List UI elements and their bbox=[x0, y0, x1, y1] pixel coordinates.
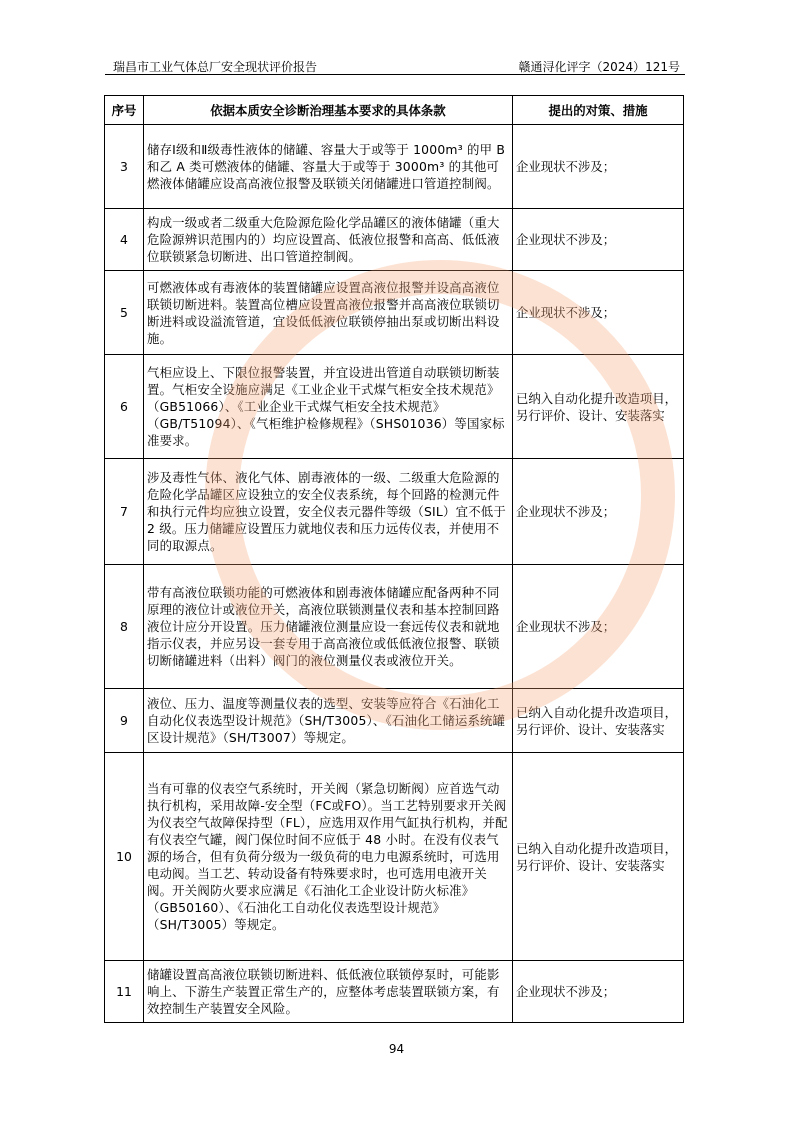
row-number: 5 bbox=[105, 271, 144, 355]
row-clause: 涉及毒性气体、液化气体、剧毒液体的一级、二级重大危险源的危险化学品罐区应设独立的安全仪表系统，每个回路的检测元件和执行元件均应独立设置，安全仪表元器件等级（SIL）宜不低于 2 级。压力储罐应设置压力就地仪表和压力远传仪表，并使用不同的取源点。 bbox=[144, 459, 513, 565]
diagnosis-table bbox=[104, 95, 684, 1023]
header-divider bbox=[105, 74, 685, 75]
row-measure: 企业现状不涉及； bbox=[513, 209, 684, 271]
page-header bbox=[113, 55, 680, 75]
row-clause: 储罐设置高高液位联锁切断进料、低低液位联锁停泵时，可能影响上、下游生产装置正常生产的，应整体考虑装置联锁方案，有效控制生产装置安全风险。 bbox=[144, 961, 513, 1023]
row-measure: 企业现状不涉及； bbox=[513, 459, 684, 565]
table-row bbox=[105, 565, 684, 689]
row-measure: 已纳入自动化提升改造项目，另行评价、设计、安装落实 bbox=[513, 689, 684, 753]
row-clause: 当有可靠的仪表空气系统时，开关阀（紧急切断阀）应首选气动执行机构，采用故障-安全型（FC或FO）。当工艺特别要求开关阀为仪表空气故障保持型（FL），应选用双作用气缸执行机构，并配有仪表空气罐，阀门保位时间不应低于 48 小时。在没有仪表气源的场合，但有负荷分级为一级负荷的电力电源系统时，可选用电动阀。当工艺、转动设备有特殊要求时，也可选用电液开关阀。开关阀防火要求应满足《石油化工企业设计防火标准》（GB50160）、《石油化工自动化仪表选型设计规范》（SH/T3005）等规定。 bbox=[144, 753, 513, 961]
row-clause: 液位、压力、温度等测量仪表的选型、安装等应符合《石油化工自动化仪表选型设计规范》（SH/T3005）、《石油化工储运系统罐区设计规范》（SH/T3007）等规定。 bbox=[144, 689, 513, 753]
row-clause: 可燃液体或有毒液体的装置储罐应设置高液位报警并设高高液位联锁切断进料。装置高位槽应设置高液位报警并高高液位联锁切断进料或设溢流管道，宜设低低液位联锁停抽出泵或切断出料设施。 bbox=[144, 271, 513, 355]
table-row bbox=[105, 271, 684, 355]
row-number: 6 bbox=[105, 355, 144, 459]
table-row bbox=[105, 125, 684, 209]
row-clause: 气柜应设上、下限位报警装置，并宜设进出管道自动联锁切断装置。气柜安全设施应满足《工业企业干式煤气柜安全技术规范》（GB51066）、《工业企业干式煤气柜安全技术规范》（GB/T51094）、《气柜维护检修规程》（SHS01036）等国家标准要求。 bbox=[144, 355, 513, 459]
row-clause: 带有高液位联锁功能的可燃液体和剧毒液体储罐应配备两种不同原理的液位计或液位开关，高液位联锁测量仪表和基本控制回路液位计应分开设置。压力储罐液位测量应设一套远传仪表和就地指示仪表，并应另设一套专用于高高液位或低低液位报警、联锁切断储罐进料（出料）阀门的液位测量仪表或液位开关。 bbox=[144, 565, 513, 689]
row-number: 9 bbox=[105, 689, 144, 753]
row-clause: 构成一级或者二级重大危险源危险化学品罐区的液体储罐（重大危险源辨识范围内的）均应设置高、低液位报警和高高、低低液位联锁紧急切断进、出口管道控制阀。 bbox=[144, 209, 513, 271]
table-row bbox=[105, 459, 684, 565]
report-title: 瑞昌市工业气体总厂安全现状评价报告 bbox=[113, 60, 318, 74]
row-measure: 已纳入自动化提升改造项目，另行评价、设计、安装落实 bbox=[513, 355, 684, 459]
table-row bbox=[105, 689, 684, 753]
column-header-clause: 依据本质安全诊断治理基本要求的具体条款 bbox=[144, 96, 513, 125]
row-number: 4 bbox=[105, 209, 144, 271]
row-number: 10 bbox=[105, 753, 144, 961]
table-row bbox=[105, 753, 684, 961]
table-header-row bbox=[105, 96, 684, 125]
column-header-measure: 提出的对策、措施 bbox=[513, 96, 684, 125]
row-clause: 储存Ⅰ级和Ⅱ级毒性液体的储罐、容量大于或等于 1000m³ 的甲 B 和乙 A 类可燃液体的储罐、容量大于或等于 3000m³ 的其他可燃液体储罐应设高高液位报警及联锁关闭储罐进口管道控制阀。 bbox=[144, 125, 513, 209]
table-row bbox=[105, 961, 684, 1023]
table-row bbox=[105, 209, 684, 271]
row-measure: 企业现状不涉及； bbox=[513, 565, 684, 689]
row-measure: 企业现状不涉及； bbox=[513, 961, 684, 1023]
row-number: 7 bbox=[105, 459, 144, 565]
row-measure: 已纳入自动化提升改造项目，另行评价、设计、安装落实 bbox=[513, 753, 684, 961]
table-row bbox=[105, 355, 684, 459]
row-number: 11 bbox=[105, 961, 144, 1023]
row-measure: 企业现状不涉及； bbox=[513, 271, 684, 355]
row-number: 3 bbox=[105, 125, 144, 209]
row-number: 8 bbox=[105, 565, 144, 689]
page-number: 94 bbox=[388, 1042, 405, 1056]
column-header-no: 序号 bbox=[105, 96, 144, 125]
row-measure: 企业现状不涉及； bbox=[513, 125, 684, 209]
report-number: 赣通浔化评字（2024）121号 bbox=[518, 60, 680, 74]
